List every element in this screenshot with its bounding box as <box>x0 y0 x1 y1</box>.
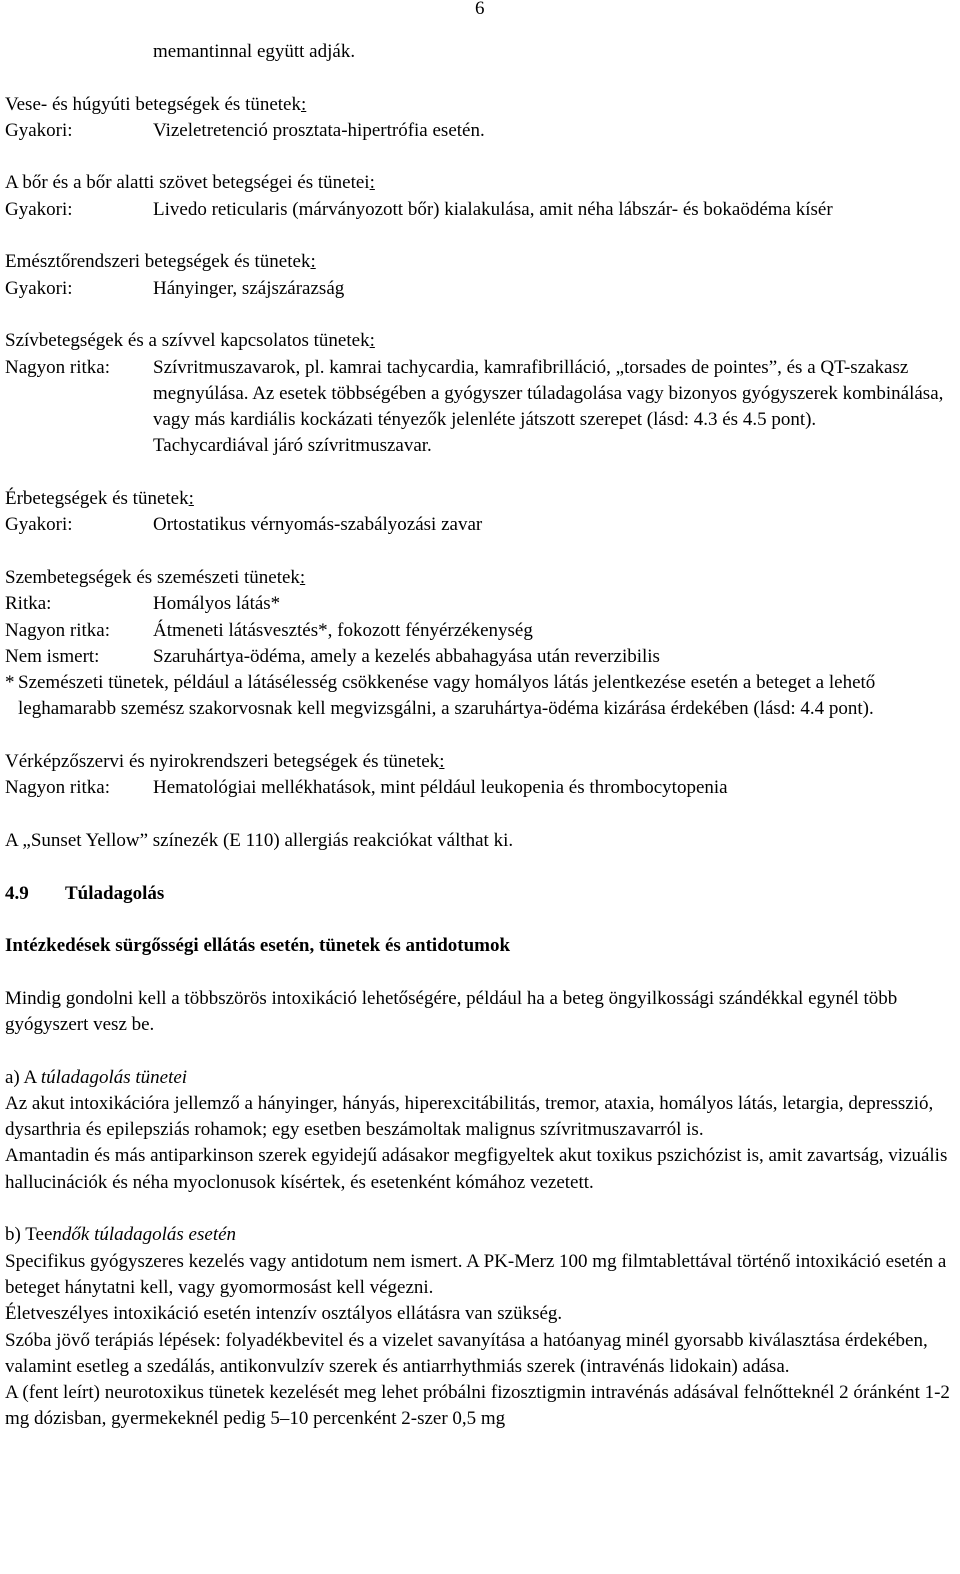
sunset-yellow-note: A „Sunset Yellow” színezék (E 110) allergiás reakciókat válthat ki. <box>5 829 514 851</box>
frequency-label: Nagyon ritka: <box>5 777 111 799</box>
part-b-paragraph: Specifikus gyógyszeres kezelés vagy antidotum nem ismert. A PK-Merz 100 mg filmtablettával történő intoxikáció esetén a beteget hánytatni kell, vagy gyomormosást kell végezni. <box>5 1250 947 1298</box>
effect-row <box>5 512 955 538</box>
effect-row <box>5 355 955 434</box>
frequency-label: Nem ismert: <box>5 645 100 667</box>
footnote <box>5 670 955 723</box>
effect-row <box>5 591 955 617</box>
frequency-label: Gyakori: <box>5 277 73 299</box>
footnote-mark: * <box>5 672 15 694</box>
section-number: 4.9 <box>5 882 29 904</box>
page-number: 6 <box>475 0 485 19</box>
effect-row <box>5 276 955 302</box>
part-b-heading: b) Teendők túladagolás esetén <box>5 1224 237 1246</box>
section-heading-szem: Szembetegségek és szemészeti tünetek: <box>5 566 306 588</box>
effect-row <box>5 118 955 144</box>
part-a-paragraph: Az akut intoxikációra jellemző a hányinger, hányás, hiperexcitábilitás, tremor, ataxia, homályos látás, letargia, depresszió, dysarthria és epilepsziás rohamok; egy esetben beszámoltak malignus szívritmuszavarról is. <box>5 1092 934 1141</box>
part-b-paragraph: A (fent leírt) neurotoxikus tünetek kezelését meg lehet próbálni fizosztigmin intravénás adásával felnőtteknél 2 óránként 1-2 mg dózisban, gyermekeknél pedig 5–10 percenként 2-szer 0,5 mg <box>5 1382 950 1430</box>
effect-text: Szaruhártya-ödéma, amely a kezelés abbahagyása után reverzibilis <box>153 645 660 667</box>
frequency-label: Nagyon ritka: <box>5 356 111 378</box>
effect-text: Homályos látás* <box>153 593 281 615</box>
part-a-paragraph: Amantadin és más antiparkinson szerek egyidejű adásakor megfigyeltek akut toxikus pszichózist is, amit zavartság, vizuális hallucinációk és néha myoclonusok kísértek, és esetenként kómához vezetett. <box>5 1145 948 1193</box>
effect-text: Hematológiai mellékhatások, mint például leukopenia és thrombocytopenia <box>153 777 728 799</box>
part-b-paragraph: Szóba jövő terápiás lépések: folyadékbevitel és a vizelet savanyítása a hatóanyag minél gyorsabb kiválasztása érdekében, valamint esetleg a szedálás, antikonvulzív szerek és antiarrhythmiás szerek (intravénás lidokain) adása. <box>5 1329 928 1377</box>
effect-row <box>5 775 955 801</box>
part-a-heading: a) A túladagolás tünetei <box>5 1066 188 1088</box>
section-heading-vese: Vese- és húgyúti betegségek és tünetek: <box>5 93 307 115</box>
effect-text: Livedo reticularis (márványozott bőr) kialakulása, amit néha lábszár- és bokaödéma kísér <box>153 198 833 220</box>
frequency-label: Nagyon ritka: <box>5 619 111 641</box>
effect-text: Ortostatikus vérnyomás-szabályozási zavar <box>153 514 483 536</box>
section-heading-ver: Vérképzőszervi és nyirokrendszeri betegségek és tünetek: <box>5 751 445 773</box>
frequency-label: Gyakori: <box>5 514 73 536</box>
subheading: Intézkedések sürgősségi ellátás esetén, tünetek és antidotumok <box>5 935 511 957</box>
section-4-9-heading <box>5 881 955 907</box>
section-heading-emeszto: Emésztőrendszeri betegségek és tünetek: <box>5 251 316 273</box>
effect-row <box>5 644 955 670</box>
section-heading-bor: A bőr és a bőr alatti szövet betegségei és tünetei: <box>5 172 375 194</box>
effect-row <box>5 197 955 223</box>
part-b-paragraph: Életveszélyes intoxikáció esetén intenzív osztályos ellátásra van szükség. <box>5 1303 563 1325</box>
footnote-text: Szemészeti tünetek, például a látásélesség csökkenése vagy homályos látás jelentkezése esetén a beteget a lehető leghamarabb szemész szakorvosnak kell megvizsgálni, a szaruhártya-ödéma kizárása érdekében (lásd: 4.4 pont). <box>18 672 876 720</box>
section-heading-er: Érbetegségek és tünetek: <box>5 488 194 510</box>
effect-text-extra: Tachycardiával járó szívritmuszavar. <box>153 435 432 457</box>
document-page <box>5 0 955 1433</box>
frequency-label: Gyakori: <box>5 198 73 220</box>
frequency-label: Gyakori: <box>5 119 73 141</box>
overdose-intro: Mindig gondolni kell a többszörös intoxikáció lehetőségére, például ha a beteg öngyilkossági szándékkal egynél több gyógyszert vesz be. <box>5 987 898 1035</box>
effect-text: Hányinger, szájszárazság <box>153 277 345 299</box>
intro-line: memantinnal együtt adják. <box>153 41 356 62</box>
effect-row <box>5 618 955 644</box>
section-title: Túladagolás <box>65 882 165 904</box>
effect-text: Szívritmuszavarok, pl. kamrai tachycardia, kamrafibrilláció, „torsades de pointes”, és a QT-szakasz megnyúlása. Az esetek többségében a gyógyszer túladagolása vagy bizonyos gyógyszerek kombinálása, vagy más kardiális kockázati tényezők jelenléte játszott szerepet (lásd: 4.3 és 4.5 pont). <box>153 356 944 431</box>
effect-text: Vizeletretenció prosztata-hipertrófia esetén. <box>153 119 485 141</box>
effect-text: Átmeneti látásvesztés*, fokozott fényérzékenység <box>153 619 533 641</box>
frequency-label: Ritka: <box>5 593 52 615</box>
section-heading-sziv: Szívbetegségek és a szívvel kapcsolatos tünetek: <box>5 330 375 352</box>
